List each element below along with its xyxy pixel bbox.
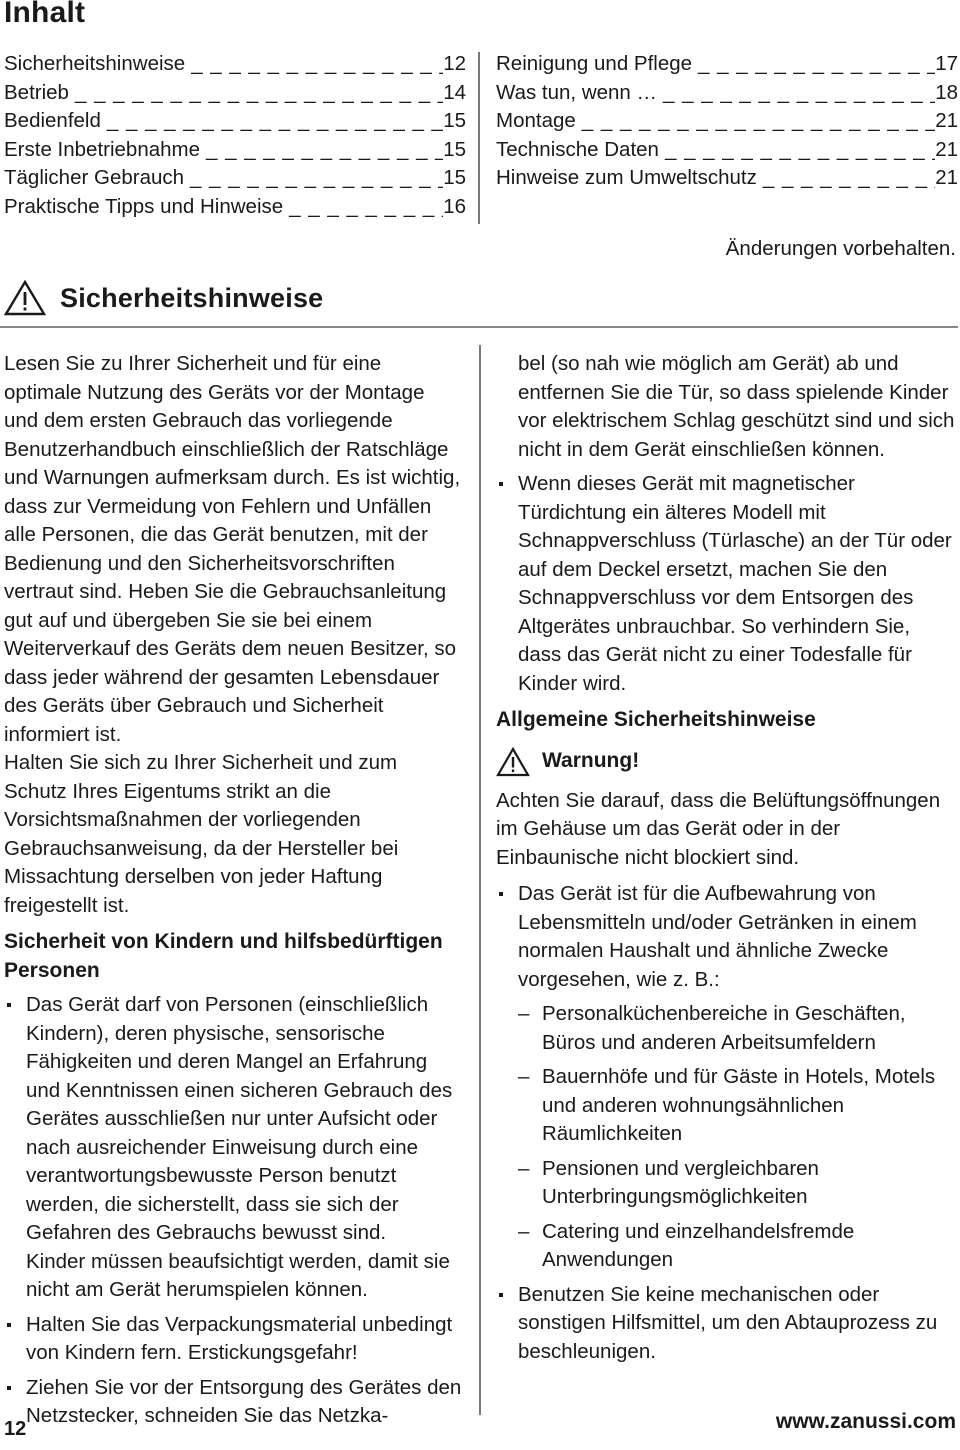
warning-text: Achten Sie darauf, dass die Belüftungsöffnungen im Gehäuse um das Gerät oder in der Einbaunische nicht blockiert sind. bbox=[496, 788, 941, 869]
toc-entry[interactable] bbox=[4, 193, 466, 222]
list-item-text: Das Gerät ist für die Aufbewahrung von Lebensmitteln und/oder Getränken in einem normalen Haushalt und ähnliche Zwecke vorgesehen, wie z. B.: bbox=[518, 882, 917, 991]
toc-entry[interactable] bbox=[496, 79, 958, 108]
footer-url-link[interactable]: www.zanussi.com bbox=[775, 1410, 956, 1433]
toc-right-column bbox=[496, 50, 958, 193]
list-item: Wenn dieses Gerät mit magnetischer Türdichtung ein älteres Modell mit Schnappverschluss (Türlasche) an der Tür oder auf dem Deckel ersetzt, machen Sie den Schnappverschluss vor dem Entsorgen des Altgerätes unbrauchbar. So verhindern Sie, dass das Gerät nicht zu einer Todesfalle für Kinder wird. bbox=[496, 470, 956, 698]
general-safety-list bbox=[496, 880, 956, 1366]
list-item: Benutzen Sie keine mechanischen oder sonstigen Hilfsmittel, um den Abtauprozess zu beschleunigen. bbox=[496, 1281, 956, 1367]
sublist-item: – Bauernhöfe und für Gäste in Hotels, Motels und anderen wohnungsähnlichen Räumlichkeiten bbox=[518, 1063, 956, 1149]
sublist-item: – Catering und einzelhandelsfremde Anwendungen bbox=[518, 1218, 956, 1275]
general-safety-heading: Allgemeine Sicherheitshinweise bbox=[496, 708, 816, 731]
toc-divider bbox=[478, 52, 480, 224]
left-column bbox=[4, 350, 462, 1437]
toc-leader bbox=[200, 136, 443, 165]
section-rule bbox=[0, 326, 958, 328]
toc-entry-label: Reinigung und Pflege bbox=[496, 52, 693, 75]
toc-entry-label: Bedienfeld bbox=[4, 109, 101, 132]
toc-entry-page: 21 bbox=[935, 137, 958, 161]
toc-entry-label: Täglicher Gebrauch bbox=[4, 166, 185, 189]
section-header bbox=[4, 280, 323, 316]
toc-entry-page: 12 bbox=[443, 52, 466, 75]
intro-paragraph: Lesen Sie zu Ihrer Sicherheit und für eine optimale Nutzung des Geräts vor der Montage und dem ersten Gebrauch das vorliegende Benutzerhandbuch einschließlich der Ratschläge und Warnungen aufmerksam durch. Es ist wichtig, dass zur Vermeidung von Fehlern und Unfällen alle Personen, die das Gerät benutzen, mit der Bedienung und den Sicherheitsvorschriften vertraut sind. Heben Sie die Gebrauchsanleitung gut auf und übergeben Sie sie bei einem Weiterverkauf des Geräts dem neuen Besitzer, so dass jeder während der gesamten Lebensdauer des Geräts über Gebrauch und Sicherheit informiert ist. bbox=[4, 352, 461, 746]
list-item: Halten Sie das Verpackungsmaterial unbedingt von Kindern fern. Erstickungsgefahr! bbox=[4, 1311, 462, 1368]
toc-leader bbox=[184, 164, 443, 193]
toc-entry-page: 18 bbox=[935, 80, 958, 104]
toc-entry-label: Sicherheitshinweise bbox=[4, 52, 186, 75]
toc-entry-label: Erste Inbetriebnahme bbox=[4, 137, 201, 161]
sublist-item: – Pensionen und vergleichbaren Unterbringungsmöglichkeiten bbox=[518, 1155, 956, 1212]
toc-entry[interactable] bbox=[4, 107, 466, 136]
toc-entry-label: Montage bbox=[496, 109, 576, 132]
toc-leader bbox=[101, 107, 443, 136]
page-number: 12 bbox=[4, 1418, 27, 1440]
toc-entry[interactable] bbox=[4, 50, 466, 79]
toc-entry-label: Technische Daten bbox=[496, 137, 659, 161]
section-title: Sicherheitshinweise bbox=[60, 282, 324, 313]
toc-entry-page: 15 bbox=[443, 137, 466, 161]
toc-entry-page: 21 bbox=[935, 166, 958, 189]
warning-callout bbox=[496, 747, 956, 777]
toc-entry-page: 14 bbox=[443, 80, 466, 104]
toc-entry-label: Hinweise zum Umweltschutz bbox=[496, 166, 757, 189]
children-safety-heading: Sicherheit von Kindern und hilfsbedürftigen Personen bbox=[4, 930, 443, 982]
toc-left-column bbox=[4, 50, 466, 221]
toc-entry[interactable] bbox=[496, 50, 958, 79]
toc-entry-label: Praktische Tipps und Hinweise bbox=[4, 194, 284, 218]
warning-triangle-icon bbox=[496, 747, 530, 777]
right-column bbox=[496, 350, 956, 1372]
toc-entry-page: 21 bbox=[935, 109, 958, 132]
toc-entry[interactable] bbox=[496, 107, 958, 136]
toc-leader bbox=[69, 79, 443, 108]
list-item-text: Kinder müssen beaufsichtigt werden, damit sie nicht am Gerät herumspielen können. bbox=[26, 1249, 450, 1301]
purpose-sublist bbox=[518, 1000, 956, 1275]
toc-entry-page: 17 bbox=[935, 52, 958, 75]
toc-leader bbox=[659, 136, 935, 165]
toc-entry[interactable] bbox=[496, 136, 958, 165]
toc-entry-label: Was tun, wenn … bbox=[496, 80, 658, 104]
toc-entry-page: 15 bbox=[443, 166, 466, 189]
children-safety-list bbox=[4, 991, 462, 1431]
liability-paragraph: Halten Sie sich zu Ihrer Sicherheit und zum Schutz Ihres Eigentums strikt an die Vorsichtsmaßnahmen der vorliegenden Gebrauchsanweisung, da der Hersteller bei Missachtung derselben von jeder Haftung freigestellt ist. bbox=[4, 751, 399, 917]
toc-entry-page: 15 bbox=[443, 109, 466, 132]
toc-entry[interactable] bbox=[4, 79, 466, 108]
toc-leader bbox=[283, 193, 443, 222]
page-title: Inhalt bbox=[4, 0, 86, 29]
column-divider bbox=[479, 345, 481, 1415]
toc-leader bbox=[576, 107, 935, 136]
list-item bbox=[496, 880, 956, 1275]
toc-entry[interactable] bbox=[496, 164, 958, 193]
list-item bbox=[4, 991, 462, 1305]
toc-entry[interactable] bbox=[4, 164, 466, 193]
toc-entry-page: 16 bbox=[443, 194, 466, 218]
list-item-text: Das Gerät darf von Personen (einschließlich Kindern), deren physische, sensorische Fähigkeiten und deren Mangel an Erfahrung und Kenntnissen einen sicheren Gebrauch des Gerätes ausschließen nur unter Aufsicht oder nach ausreichender Einweisung durch eine verantwortungsbewusste Person benutzt werden, die sicherstellt, dass sie sich der Gefahren des Gebrauchs bewusst sind. bbox=[26, 993, 453, 1244]
toc-entry[interactable] bbox=[4, 136, 466, 165]
toc-leader bbox=[692, 50, 935, 79]
continuation-paragraph: bel (so nah wie möglich am Gerät) ab und entfernen Sie die Tür, so dass spielende Kinder vor elektrischem Schlag geschützt sind und sich nicht in dem Gerät einschließen können. bbox=[518, 352, 955, 461]
changes-note: Änderungen vorbehalten. bbox=[725, 237, 956, 260]
magnet-list bbox=[496, 470, 956, 698]
toc-leader bbox=[757, 164, 935, 193]
warning-triangle-icon bbox=[4, 280, 46, 316]
sublist-item: – Personalküchenbereiche in Geschäften, Büros und anderen Arbeitsumfeldern bbox=[518, 1000, 956, 1057]
toc-leader bbox=[185, 50, 443, 79]
toc-leader bbox=[657, 79, 935, 108]
list-item: Ziehen Sie vor der Entsorgung des Gerätes den Netzstecker, schneiden Sie das Netzka- bbox=[4, 1374, 462, 1431]
warning-label: Warnung! bbox=[542, 749, 640, 773]
toc-entry-label: Betrieb bbox=[4, 80, 69, 104]
